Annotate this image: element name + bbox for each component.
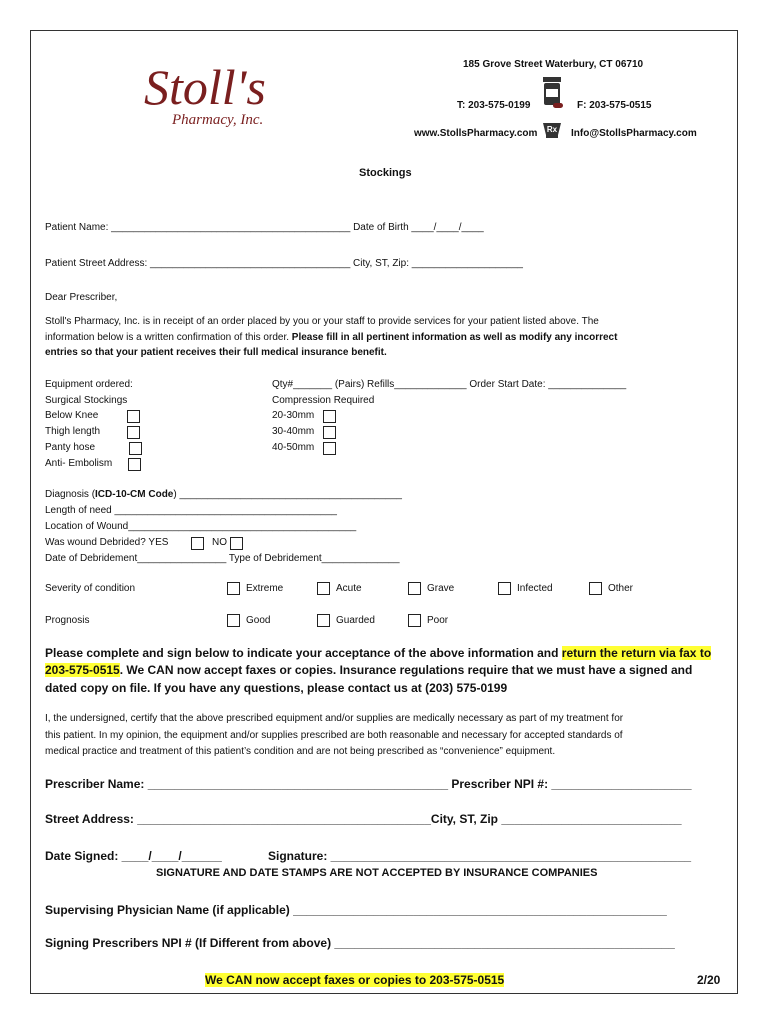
pharmacy-email: Info@StollsPharmacy.com <box>571 128 697 139</box>
severity-acute-checkbox[interactable] <box>317 582 330 595</box>
size-30-40-checkbox[interactable] <box>323 426 336 439</box>
notice-line-3: dated copy on file. If you have any questions, please contact us at (203) 575-0199 <box>45 681 508 695</box>
debrided-no-checkbox[interactable] <box>230 537 243 550</box>
compression-heading: Compression Required <box>272 395 375 406</box>
letter-line-2-regular: information below is a written confirmation of this order. <box>45 332 292 343</box>
size-30-40: 30-40mm <box>272 426 315 437</box>
severity-grave-checkbox[interactable] <box>408 582 421 595</box>
notice-line-1-text: Please complete and sign below to indicate your acceptance of the above information and <box>45 646 562 660</box>
diagnosis-label: Diagnosis ( <box>45 489 96 500</box>
notice-line-1 <box>45 646 711 660</box>
prescriber-name-npi-line[interactable]: Prescriber Name: _____________________________________________ Prescriber NPI #: _____________________ <box>45 777 692 791</box>
prognosis-guarded-checkbox[interactable] <box>317 614 330 627</box>
pharmacy-logo <box>142 59 292 142</box>
prescriber-street-line[interactable]: Street Address: ____________________________________________City, ST, Zip ___________________________ <box>45 812 682 826</box>
severity-extreme: Extreme <box>246 583 284 594</box>
qty-refills-start-line[interactable]: Qty#_______ (Pairs) Refills_____________ Order Start Date: ______________ <box>272 379 627 390</box>
pharmacy-fax: F: 203-575-0515 <box>577 100 652 111</box>
severity-grave: Grave <box>427 583 455 594</box>
severity-infected: Infected <box>517 583 553 594</box>
severity-other: Other <box>608 583 634 594</box>
letter-line-2 <box>45 332 617 343</box>
patient-address-line[interactable]: Patient Street Address: ____________________________________ City, ST, Zip: ____________________ <box>45 258 523 269</box>
debrided-no-label: NO <box>212 537 227 548</box>
panty-hose-checkbox[interactable] <box>129 442 142 455</box>
equipment-item-panty: Panty hose <box>45 442 96 453</box>
notice-line-2 <box>45 663 692 677</box>
rx-mortar-icon <box>541 117 563 139</box>
page-number: 2/20 <box>697 973 721 987</box>
pill-bottle-icon <box>541 77 563 109</box>
notice-line-1-highlight: return the return via fax to <box>561 646 712 660</box>
below-knee-checkbox[interactable] <box>127 410 140 423</box>
letter-line-1: Stoll's Pharmacy, Inc. is in receipt of an order placed by you or your staff to provide services for your patient listed above. The <box>45 316 599 327</box>
severity-other-checkbox[interactable] <box>589 582 602 595</box>
prognosis-guarded: Guarded <box>336 615 375 626</box>
size-20-30: 20-30mm <box>272 410 315 421</box>
page-title: Stockings <box>359 167 412 179</box>
size-40-50-checkbox[interactable] <box>323 442 336 455</box>
svg-text:Rx: Rx <box>546 125 558 134</box>
anti-embolism-checkbox[interactable] <box>128 458 141 471</box>
prognosis-good-checkbox[interactable] <box>227 614 240 627</box>
certify-line-3: medical practice and treatment of this patient’s condition and are not being prescribed as “convenience” equipment. <box>45 746 556 757</box>
length-of-need-line[interactable]: Length of need ________________________________________ <box>45 505 337 516</box>
icd-code-label: ICD-10-CM Code <box>95 489 174 500</box>
pharmacy-website: www.StollsPharmacy.com <box>414 128 538 139</box>
patient-name-dob-line[interactable]: Patient Name: ___________________________________________ Date of Birth ____/____/____ <box>45 222 484 233</box>
stamps-notice: SIGNATURE AND DATE STAMPS ARE NOT ACCEPTED BY INSURANCE COMPANIES <box>156 867 598 879</box>
below-knee-label: Below Knee <box>45 410 99 421</box>
equipment-item-thigh: Thigh length <box>45 426 101 437</box>
severity-extreme-checkbox[interactable] <box>227 582 240 595</box>
notice-line-2-text: . We CAN now accept faxes or copies. Insurance regulations require that we must have a signed and <box>119 663 693 677</box>
notice-fax-number: 203-575-0515 <box>45 663 120 677</box>
signature-line[interactable]: Signature: ______________________________________________________ <box>268 849 692 863</box>
date-signed-line[interactable]: Date Signed: ____/____/______ <box>45 849 222 863</box>
signing-npi-line[interactable]: Signing Prescribers NPI # (If Different from above) ___________________________________________________ <box>45 936 675 950</box>
severity-label: Severity of condition <box>45 583 136 594</box>
severity-acute: Acute <box>336 583 362 594</box>
prognosis-poor: Poor <box>427 615 449 626</box>
size-20-30-checkbox[interactable] <box>323 410 336 423</box>
wound-debrided-label: Was wound Debrided? YES <box>45 537 169 548</box>
diagnosis-blank: ) ________________________________________ <box>173 489 402 500</box>
letter-line-3: entries so that your patient receives their full medical insurance benefit. <box>45 347 387 358</box>
prognosis-good: Good <box>246 615 271 626</box>
logo-name: Stoll's <box>144 59 266 115</box>
debrided-yes-checkbox[interactable] <box>191 537 204 550</box>
size-40-50: 40-50mm <box>272 442 315 453</box>
logo-subtitle: Pharmacy, Inc. <box>172 112 264 128</box>
prognosis-label: Prognosis <box>45 615 90 626</box>
supervising-physician-line[interactable]: Supervising Physician Name (if applicable) ________________________________________________________ <box>45 903 667 917</box>
certify-line-1: I, the undersigned, certify that the above prescribed equipment and/or supplies are medically necessary as part of my treatment for <box>45 713 624 724</box>
equipment-item-below-knee[interactable] <box>45 410 98 421</box>
equipment-item-anti-embolism: Anti- Embolism <box>45 458 113 469</box>
severity-infected-checkbox[interactable] <box>498 582 511 595</box>
wound-location-line[interactable]: Location of Wound_________________________________________ <box>45 521 357 532</box>
certify-line-2: this patient. In my opinion, the equipment and/or supplies prescribed are both reasonable and necessary for accepted standards of <box>45 730 623 741</box>
equipment-item-surgical: Surgical Stockings <box>45 395 128 406</box>
letter-line-2-bold: Please fill in all pertinent information as well as modify any incorrect <box>291 332 618 343</box>
diagnosis-line[interactable] <box>45 489 402 500</box>
debridement-date-type-line[interactable]: Date of Debridement________________ Type of Debridement______________ <box>45 553 400 564</box>
prognosis-poor-checkbox[interactable] <box>408 614 421 627</box>
pharmacy-address: 185 Grove Street Waterbury, CT 06710 <box>463 59 644 70</box>
equipment-heading: Equipment ordered: <box>45 379 133 390</box>
thigh-length-checkbox[interactable] <box>127 426 140 439</box>
pharmacy-phone: T: 203-575-0199 <box>457 100 531 111</box>
footer-fax-notice: We CAN now accept faxes or copies to 203-575-0515 <box>205 973 505 987</box>
salutation: Dear Prescriber, <box>45 292 118 303</box>
